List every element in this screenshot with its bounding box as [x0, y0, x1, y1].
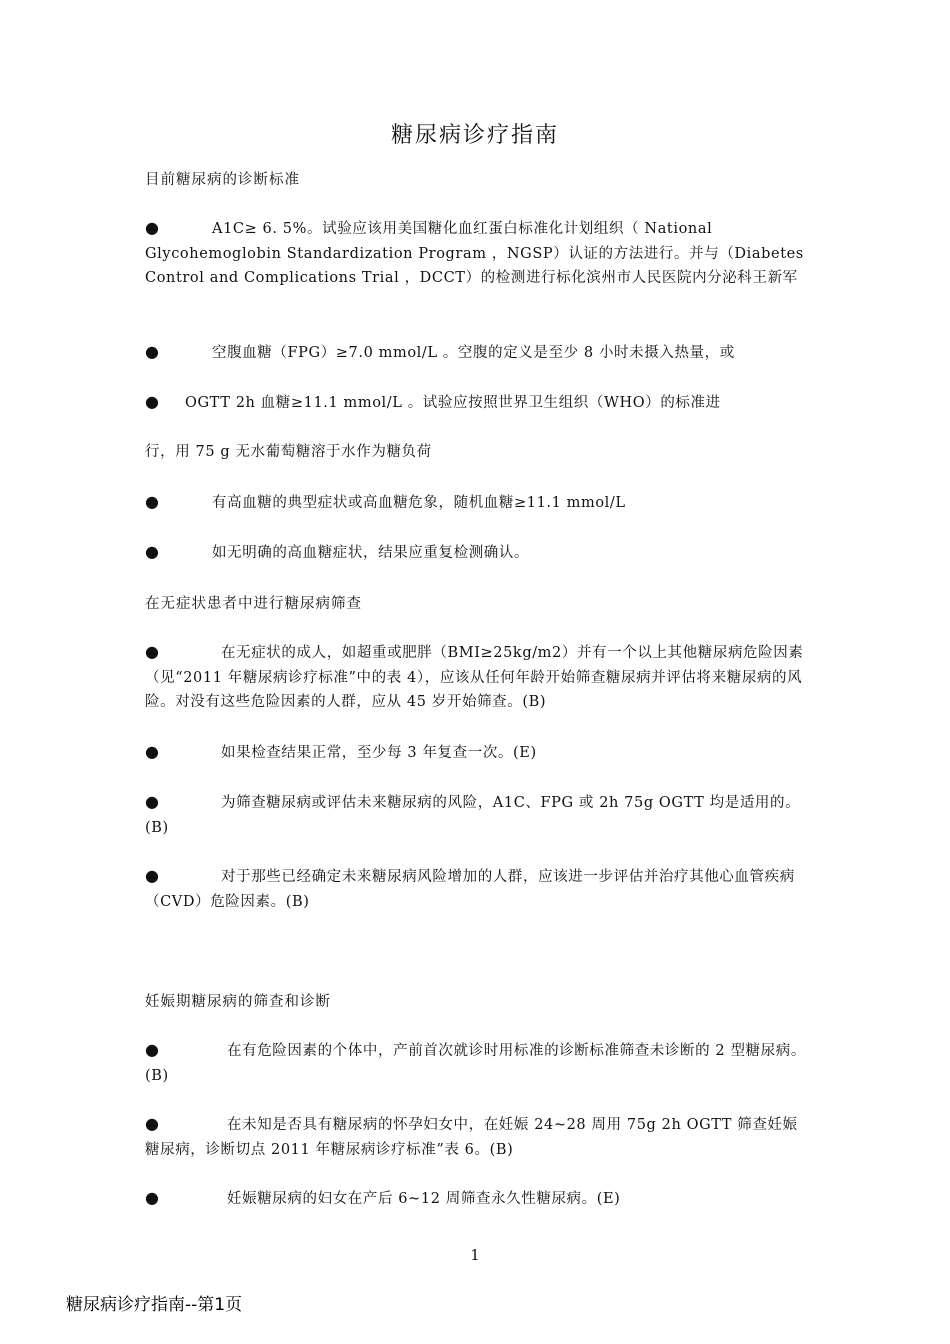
list-item-text: 如无明确的高血糖症状，结果应重复检测确认。 [212, 545, 530, 561]
list-item [145, 864, 810, 914]
bullet-icon: ● [145, 1114, 160, 1133]
bullet-icon: ● [145, 1040, 160, 1059]
list-item-text: 妊娠糖尿病的妇女在产后 6~12 周筛查永久性糖尿病。(E) [227, 1191, 621, 1207]
bullet-icon: ● [145, 542, 160, 561]
list-item-text: OGTT 2h 血糖≥11.1 mmol/L 。试验应按照世界卫生组织（WHO）的标准进 [185, 395, 721, 411]
list-item [145, 490, 810, 516]
page-footer: 糖尿病诊疗指南--第1页 [66, 1295, 243, 1315]
list-item-text: 对于那些已经确定未来糖尿病风险增加的人群，应该进一步评估并治疗其他心血管疾病（CVD）危险因素。(B) [145, 869, 795, 910]
list-item-text: 在无症状的成人，如超重或肥胖（BMI≥25kg/m2）并有一个以上其他糖尿病危险因素（见“2011 年糖尿病诊疗标准”中的表 4），应该从任何年龄开始筛查糖尿病并评估将来糖尿病的风险。对没有这些危险因素的人群，应从 45 岁开始筛查。(B) [145, 645, 804, 710]
list-item-text: 为筛查糖尿病或评估未来糖尿病的风险，A1C、FPG 或 2h 75g OGTT 均是适用的。(B) [145, 795, 801, 836]
list-item [145, 540, 810, 566]
page-title: 糖尿病诊疗指南 [390, 123, 559, 148]
section-heading-screening: 在无症状患者中进行糖尿病筛查 [145, 596, 362, 612]
list-item-text: 在有危险因素的个体中，产前首次就诊时用标准的诊断标准筛查未诊断的 2 型糖尿病。(B) [145, 1043, 806, 1084]
bullet-icon: ● [145, 392, 160, 411]
list-item-text: 空腹血糖（FPG）≥7.0 mmol/L 。空腹的定义是至少 8 小时未摄入热量，或 [212, 345, 735, 361]
list-item [145, 640, 810, 715]
list-item [145, 740, 810, 766]
list-item [145, 1112, 810, 1162]
section-heading-pregnancy: 妊娠期糖尿病的筛查和诊断 [145, 994, 331, 1010]
list-item-text: A1C≥ 6. 5%。试验应该用美国糖化血红蛋白标准化计划组织（ National Glycohemoglobin Standardization Program ，NGSP）认证的方法进行。并与（Diabetes Control and Complications Trial ，DCCT）的检测进行标化滨州市人民医院内分泌科王新军 [145, 221, 804, 286]
list-item-text: 如果检查结果正常，至少每 3 年复查一次。(E) [221, 745, 537, 761]
list-item [145, 390, 810, 416]
paragraph-continuation: 行，用 75 g 无水葡萄糖溶于水作为糖负荷 [145, 444, 432, 460]
bullet-icon: ● [145, 492, 160, 511]
list-item [145, 340, 810, 366]
bullet-icon: ● [145, 866, 160, 885]
list-item [145, 790, 810, 840]
bullet-icon: ● [145, 218, 160, 237]
bullet-icon: ● [145, 742, 160, 761]
page-number: 1 [470, 1246, 480, 1264]
list-item-text: 有高血糖的典型症状或高血糖危象，随机血糖≥11.1 mmol/L [212, 495, 626, 511]
list-item [145, 1038, 810, 1088]
list-item [145, 216, 810, 291]
bullet-icon: ● [145, 792, 160, 811]
section-heading-diagnosis: 目前糖尿病的诊断标准 [145, 172, 300, 188]
bullet-icon: ● [145, 342, 160, 361]
bullet-icon: ● [145, 642, 160, 661]
bullet-icon: ● [145, 1188, 160, 1207]
list-item [145, 1186, 810, 1212]
list-item-text: 在未知是否具有糖尿病的怀孕妇女中，在妊娠 24~28 周用 75g 2h OGTT 筛查妊娠糖尿病，诊断切点 2011 年糖尿病诊疗标准”表 6。(B) [145, 1117, 798, 1158]
